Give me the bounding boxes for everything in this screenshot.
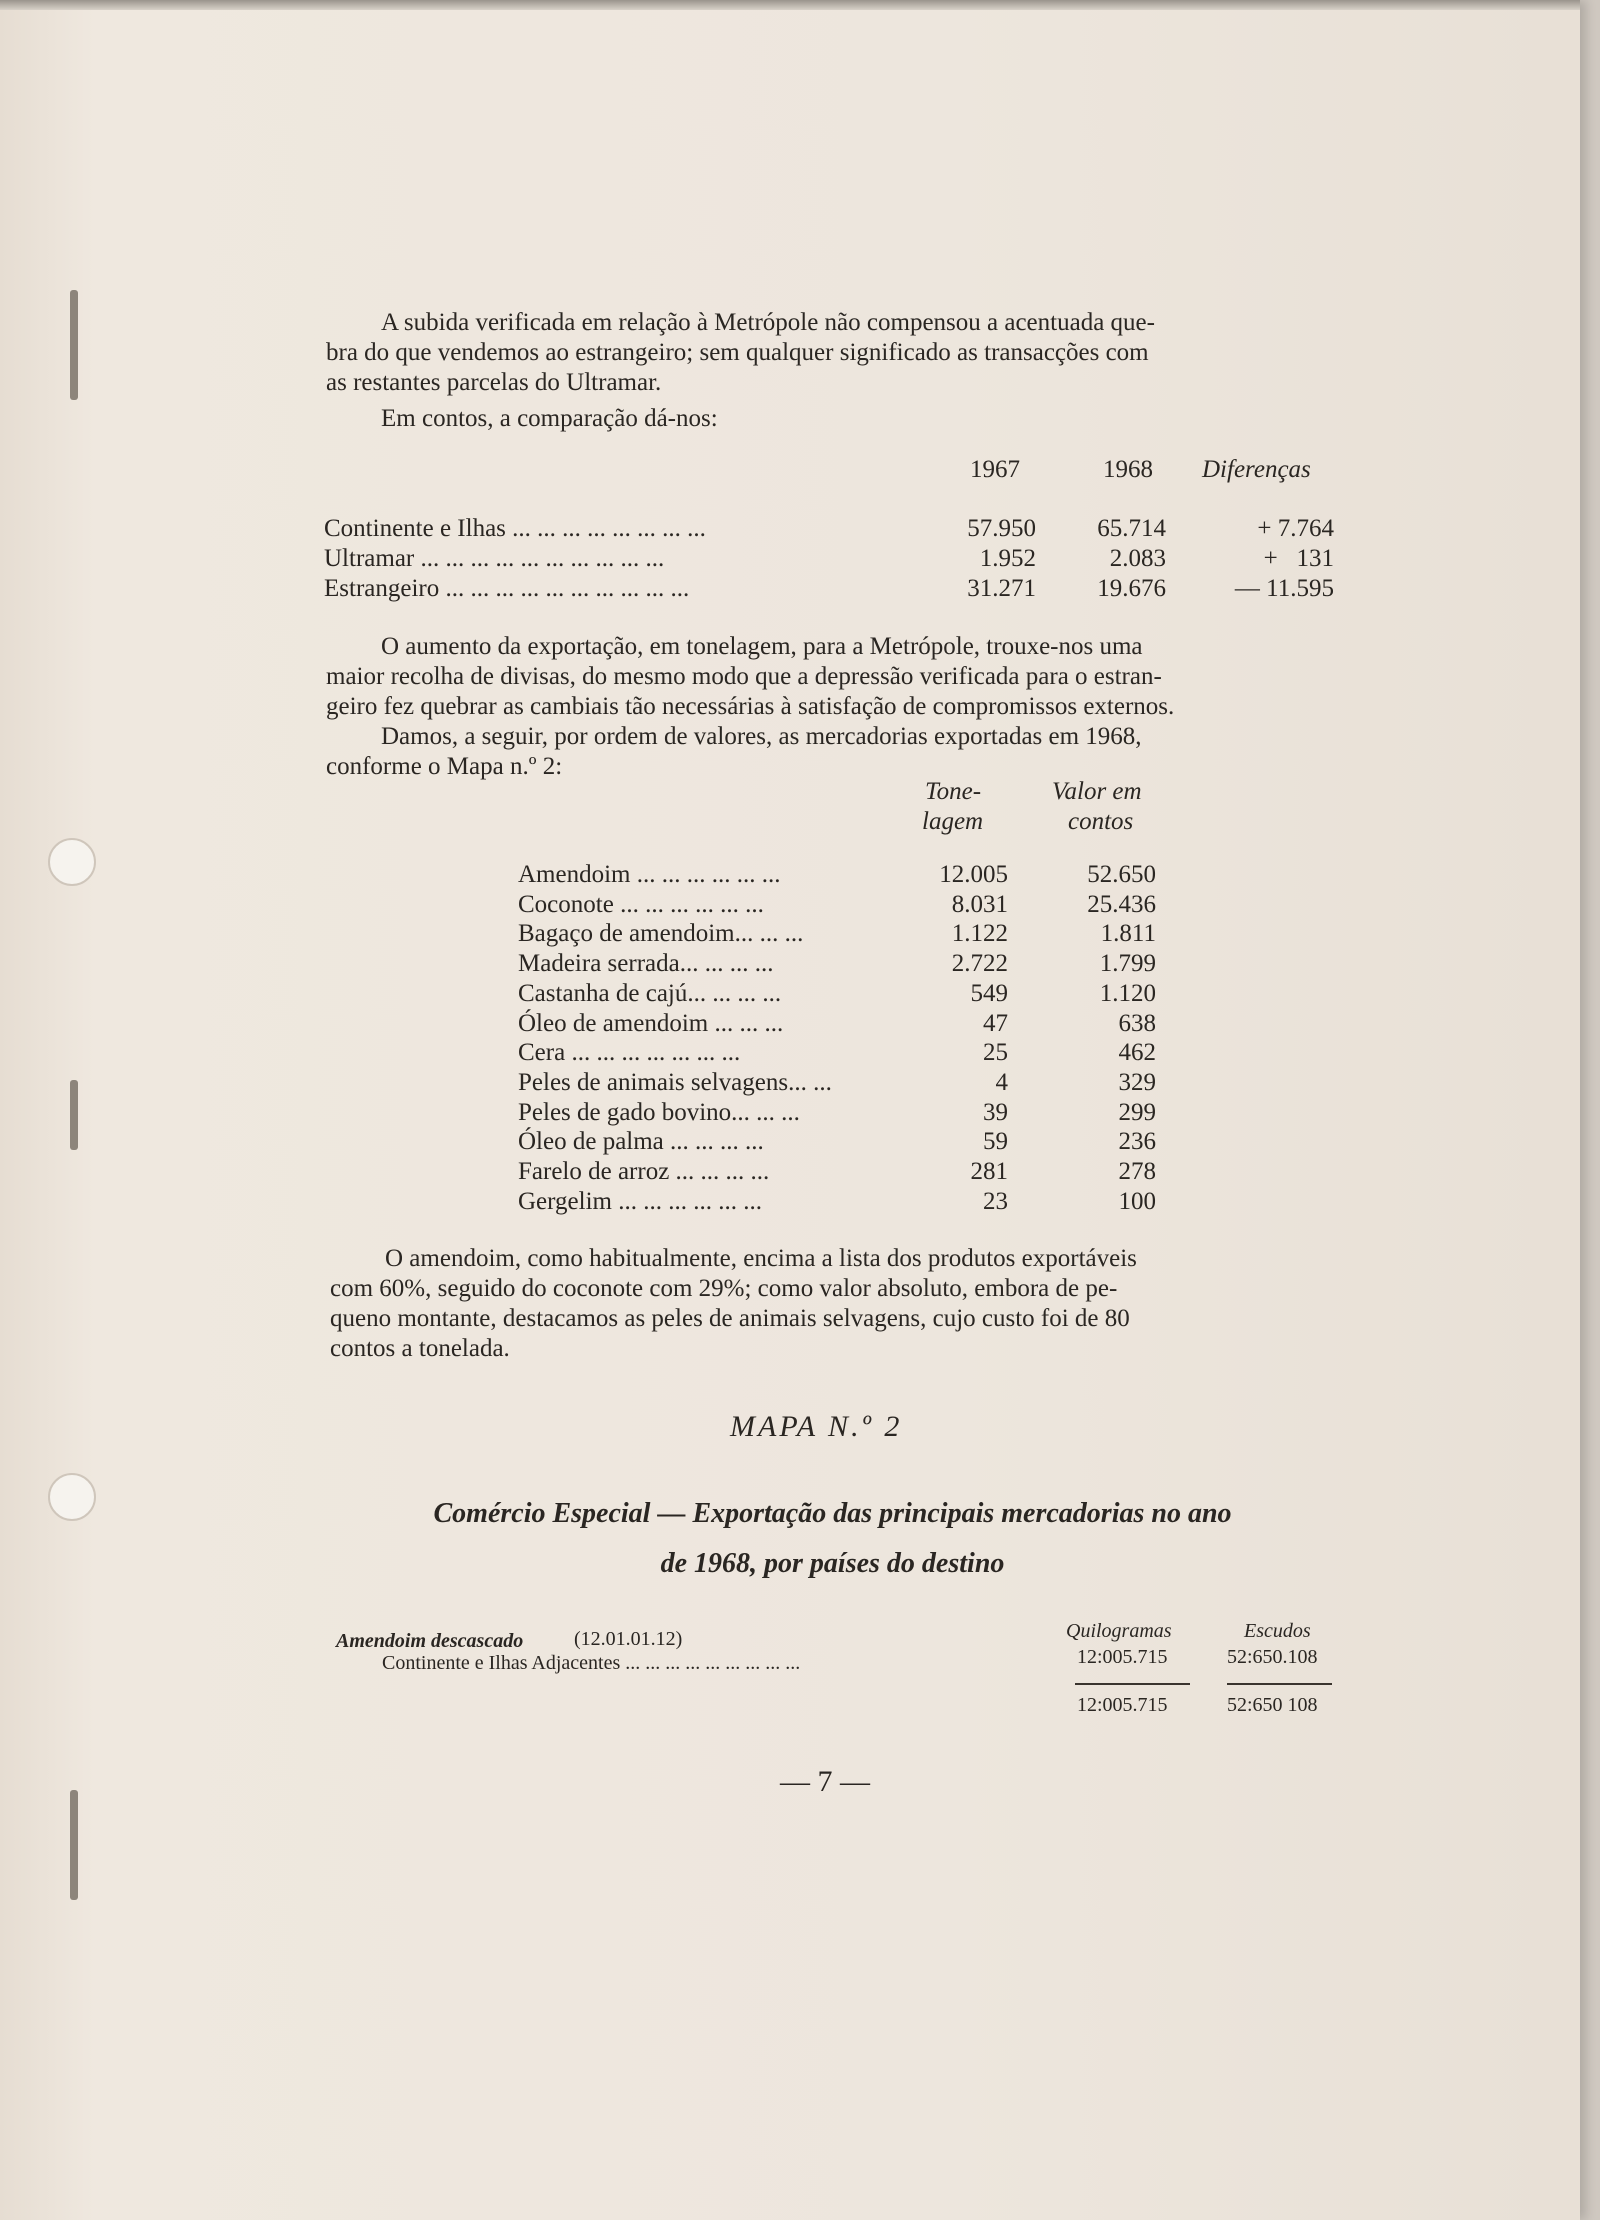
mapa-subtitle-2: de 1968, por países do destino bbox=[660, 1548, 1005, 1579]
goods-valor: 638 bbox=[1118, 1009, 1156, 1037]
goods-valor: 1.120 bbox=[1099, 979, 1156, 1007]
row-label: Ultramar ... ... ... ... ... ... ... ... ... ... bbox=[324, 545, 665, 572]
para2-line-4: Damos, a seguir, por ordem de valores, as mercadorias exportadas em 1968, bbox=[381, 723, 1142, 750]
comparison-row bbox=[324, 544, 1334, 574]
goods-row bbox=[518, 1127, 1156, 1157]
header-valor-2: contos bbox=[1068, 808, 1134, 835]
mapa-item-code: (12.01.01.12) bbox=[574, 1628, 683, 1650]
mapa-destination: Continente e Ilhas Adjacentes ... ... ... ... ... ... ... ... ... bbox=[382, 1652, 801, 1674]
goods-tonelagem: 23 bbox=[983, 1187, 1008, 1215]
col-header-diferencas: Diferenças bbox=[1202, 456, 1311, 483]
goods-tonelagem: 8.031 bbox=[951, 890, 1008, 918]
value-1967: 1.952 bbox=[979, 545, 1036, 572]
goods-tonelagem: 59 bbox=[983, 1128, 1008, 1156]
row-label: Continente e Ilhas ... ... ... ... ... ... ... ... bbox=[324, 515, 706, 542]
goods-row bbox=[518, 949, 1156, 979]
goods-tonelagem: 47 bbox=[983, 1009, 1008, 1037]
mapa-item-name: Amendoim descascado bbox=[336, 1630, 524, 1652]
goods-name: Farelo de arroz ... ... ... ... bbox=[518, 1158, 770, 1185]
col-header-1967: 1967 bbox=[970, 456, 1020, 483]
total-rule-kg bbox=[1075, 1683, 1190, 1685]
goods-row bbox=[518, 1187, 1156, 1217]
para2-line-5: conforme o Mapa n.º 2: bbox=[326, 753, 563, 780]
intro-line-2: bra do que vendemos ao estrangeiro; sem qualquer significado as transacções com bbox=[326, 339, 1149, 366]
value-diff: + 7.764 bbox=[1257, 515, 1334, 542]
goods-tonelagem: 2.722 bbox=[951, 950, 1008, 978]
para3-line-3: queno montante, destacamos as peles de animais selvagens, cujo custo foi de 80 bbox=[330, 1305, 1130, 1332]
intro-line-4: Em contos, a comparação dá-nos: bbox=[381, 405, 718, 432]
value-diff: + 131 bbox=[1263, 545, 1334, 572]
binding-mark bbox=[70, 290, 78, 400]
page-number: — 7 — bbox=[780, 1765, 870, 1798]
mapa-total-kg: 12:005.715 bbox=[1077, 1694, 1168, 1716]
goods-tonelagem: 39 bbox=[983, 1098, 1008, 1126]
mapa-kg-value: 12:005.715 bbox=[1077, 1646, 1168, 1668]
value-1968: 65.714 bbox=[1097, 515, 1166, 542]
goods-tonelagem: 549 bbox=[970, 979, 1008, 1007]
header-tonelagem-1: Tone- bbox=[925, 778, 982, 805]
goods-tonelagem: 4 bbox=[995, 1068, 1008, 1096]
goods-name: Bagaço de amendoim... ... ... bbox=[518, 920, 804, 948]
para3-line-2: com 60%, seguido do coconote com 29%; como valor absoluto, embora de pe- bbox=[330, 1275, 1118, 1302]
goods-row bbox=[518, 919, 1156, 949]
goods-valor: 25.436 bbox=[1087, 890, 1156, 918]
header-valor-1: Valor em bbox=[1052, 778, 1142, 805]
mapa-col-escudos: Escudos bbox=[1244, 1620, 1311, 1642]
goods-row bbox=[518, 1009, 1156, 1039]
goods-valor: 52.650 bbox=[1087, 861, 1156, 888]
para3-line-4: contos a tonelada. bbox=[330, 1335, 510, 1362]
punch-hole-top bbox=[48, 838, 96, 886]
mapa-total-esc: 52:650 108 bbox=[1227, 1694, 1318, 1716]
goods-row bbox=[518, 1157, 1156, 1187]
value-1967: 31.271 bbox=[967, 575, 1036, 602]
goods-name: Coconote ... ... ... ... ... ... bbox=[518, 890, 764, 918]
goods-row bbox=[518, 979, 1156, 1009]
comparison-row bbox=[324, 574, 1334, 604]
goods-tonelagem: 25 bbox=[983, 1039, 1008, 1067]
para3-line-1: O amendoim, como habitualmente, encima a lista dos produtos exportáveis bbox=[385, 1245, 1137, 1272]
mapa-subtitle-1: Comércio Especial — Exportação das principais mercadorias no ano bbox=[433, 1498, 1232, 1529]
value-diff: — 11.595 bbox=[1234, 575, 1334, 602]
goods-name: Óleo de amendoim ... ... ... bbox=[518, 1009, 784, 1037]
goods-name: Castanha de cajú... ... ... ... bbox=[518, 979, 782, 1007]
row-label: Estrangeiro ... ... ... ... ... ... ... ... ... ... bbox=[324, 575, 690, 602]
binding-mark bbox=[70, 1790, 78, 1900]
goods-valor: 1.799 bbox=[1099, 950, 1156, 978]
mapa-col-quilogramas: Quilogramas bbox=[1066, 1620, 1172, 1642]
goods-row bbox=[518, 1098, 1156, 1128]
value-1968: 19.676 bbox=[1097, 575, 1166, 602]
col-header-1968: 1968 bbox=[1103, 456, 1153, 483]
comparison-row bbox=[324, 514, 1334, 544]
goods-name: Cera ... ... ... ... ... ... ... bbox=[518, 1039, 741, 1067]
goods-valor: 236 bbox=[1118, 1128, 1156, 1156]
intro-line-3: as restantes parcelas do Ultramar. bbox=[326, 369, 662, 396]
mapa-esc-value: 52:650.108 bbox=[1227, 1646, 1318, 1668]
goods-row bbox=[518, 1038, 1156, 1068]
intro-line-1: A subida verificada em relação à Metrópole não compensou a acentuada que- bbox=[381, 309, 1155, 336]
goods-row bbox=[518, 1068, 1156, 1098]
goods-tonelagem: 1.122 bbox=[951, 920, 1008, 948]
mapa-title: MAPA N.º 2 bbox=[730, 1410, 903, 1443]
scan-top-edge bbox=[0, 0, 1580, 10]
goods-valor: 100 bbox=[1118, 1187, 1156, 1215]
goods-valor: 329 bbox=[1118, 1068, 1156, 1096]
goods-name: Madeira serrada... ... ... ... bbox=[518, 950, 774, 978]
goods-name: Peles de gado bovino... ... ... bbox=[518, 1098, 800, 1126]
value-1968: 2.083 bbox=[1109, 545, 1166, 572]
punch-hole-bottom bbox=[48, 1473, 96, 1521]
binding-mark bbox=[70, 1080, 78, 1150]
goods-row bbox=[518, 860, 1156, 890]
goods-name: Óleo de palma ... ... ... ... bbox=[518, 1128, 764, 1156]
goods-valor: 1.811 bbox=[1100, 920, 1156, 948]
goods-tonelagem: 12.005 bbox=[939, 861, 1008, 888]
para2-line-3: geiro fez quebrar as cambiais tão necessárias à satisfação de compromissos externos. bbox=[326, 693, 1175, 720]
header-tonelagem-2: lagem bbox=[922, 808, 984, 835]
goods-row bbox=[518, 890, 1156, 920]
para2-line-2: maior recolha de divisas, do mesmo modo que a depressão verificada para o estran- bbox=[326, 663, 1162, 690]
goods-name: Amendoim ... ... ... ... ... ... bbox=[518, 861, 781, 888]
goods-tonelagem: 281 bbox=[970, 1158, 1008, 1185]
goods-valor: 299 bbox=[1118, 1098, 1156, 1126]
goods-valor: 278 bbox=[1118, 1158, 1156, 1185]
total-rule-esc bbox=[1227, 1683, 1332, 1685]
goods-valor: 462 bbox=[1118, 1039, 1156, 1067]
para2-line-1: O aumento da exportação, em tonelagem, para a Metrópole, trouxe-nos uma bbox=[381, 633, 1143, 660]
goods-name: Gergelim ... ... ... ... ... ... bbox=[518, 1187, 762, 1215]
goods-name: Peles de animais selvagens... ... bbox=[518, 1068, 832, 1096]
value-1967: 57.950 bbox=[967, 515, 1036, 542]
